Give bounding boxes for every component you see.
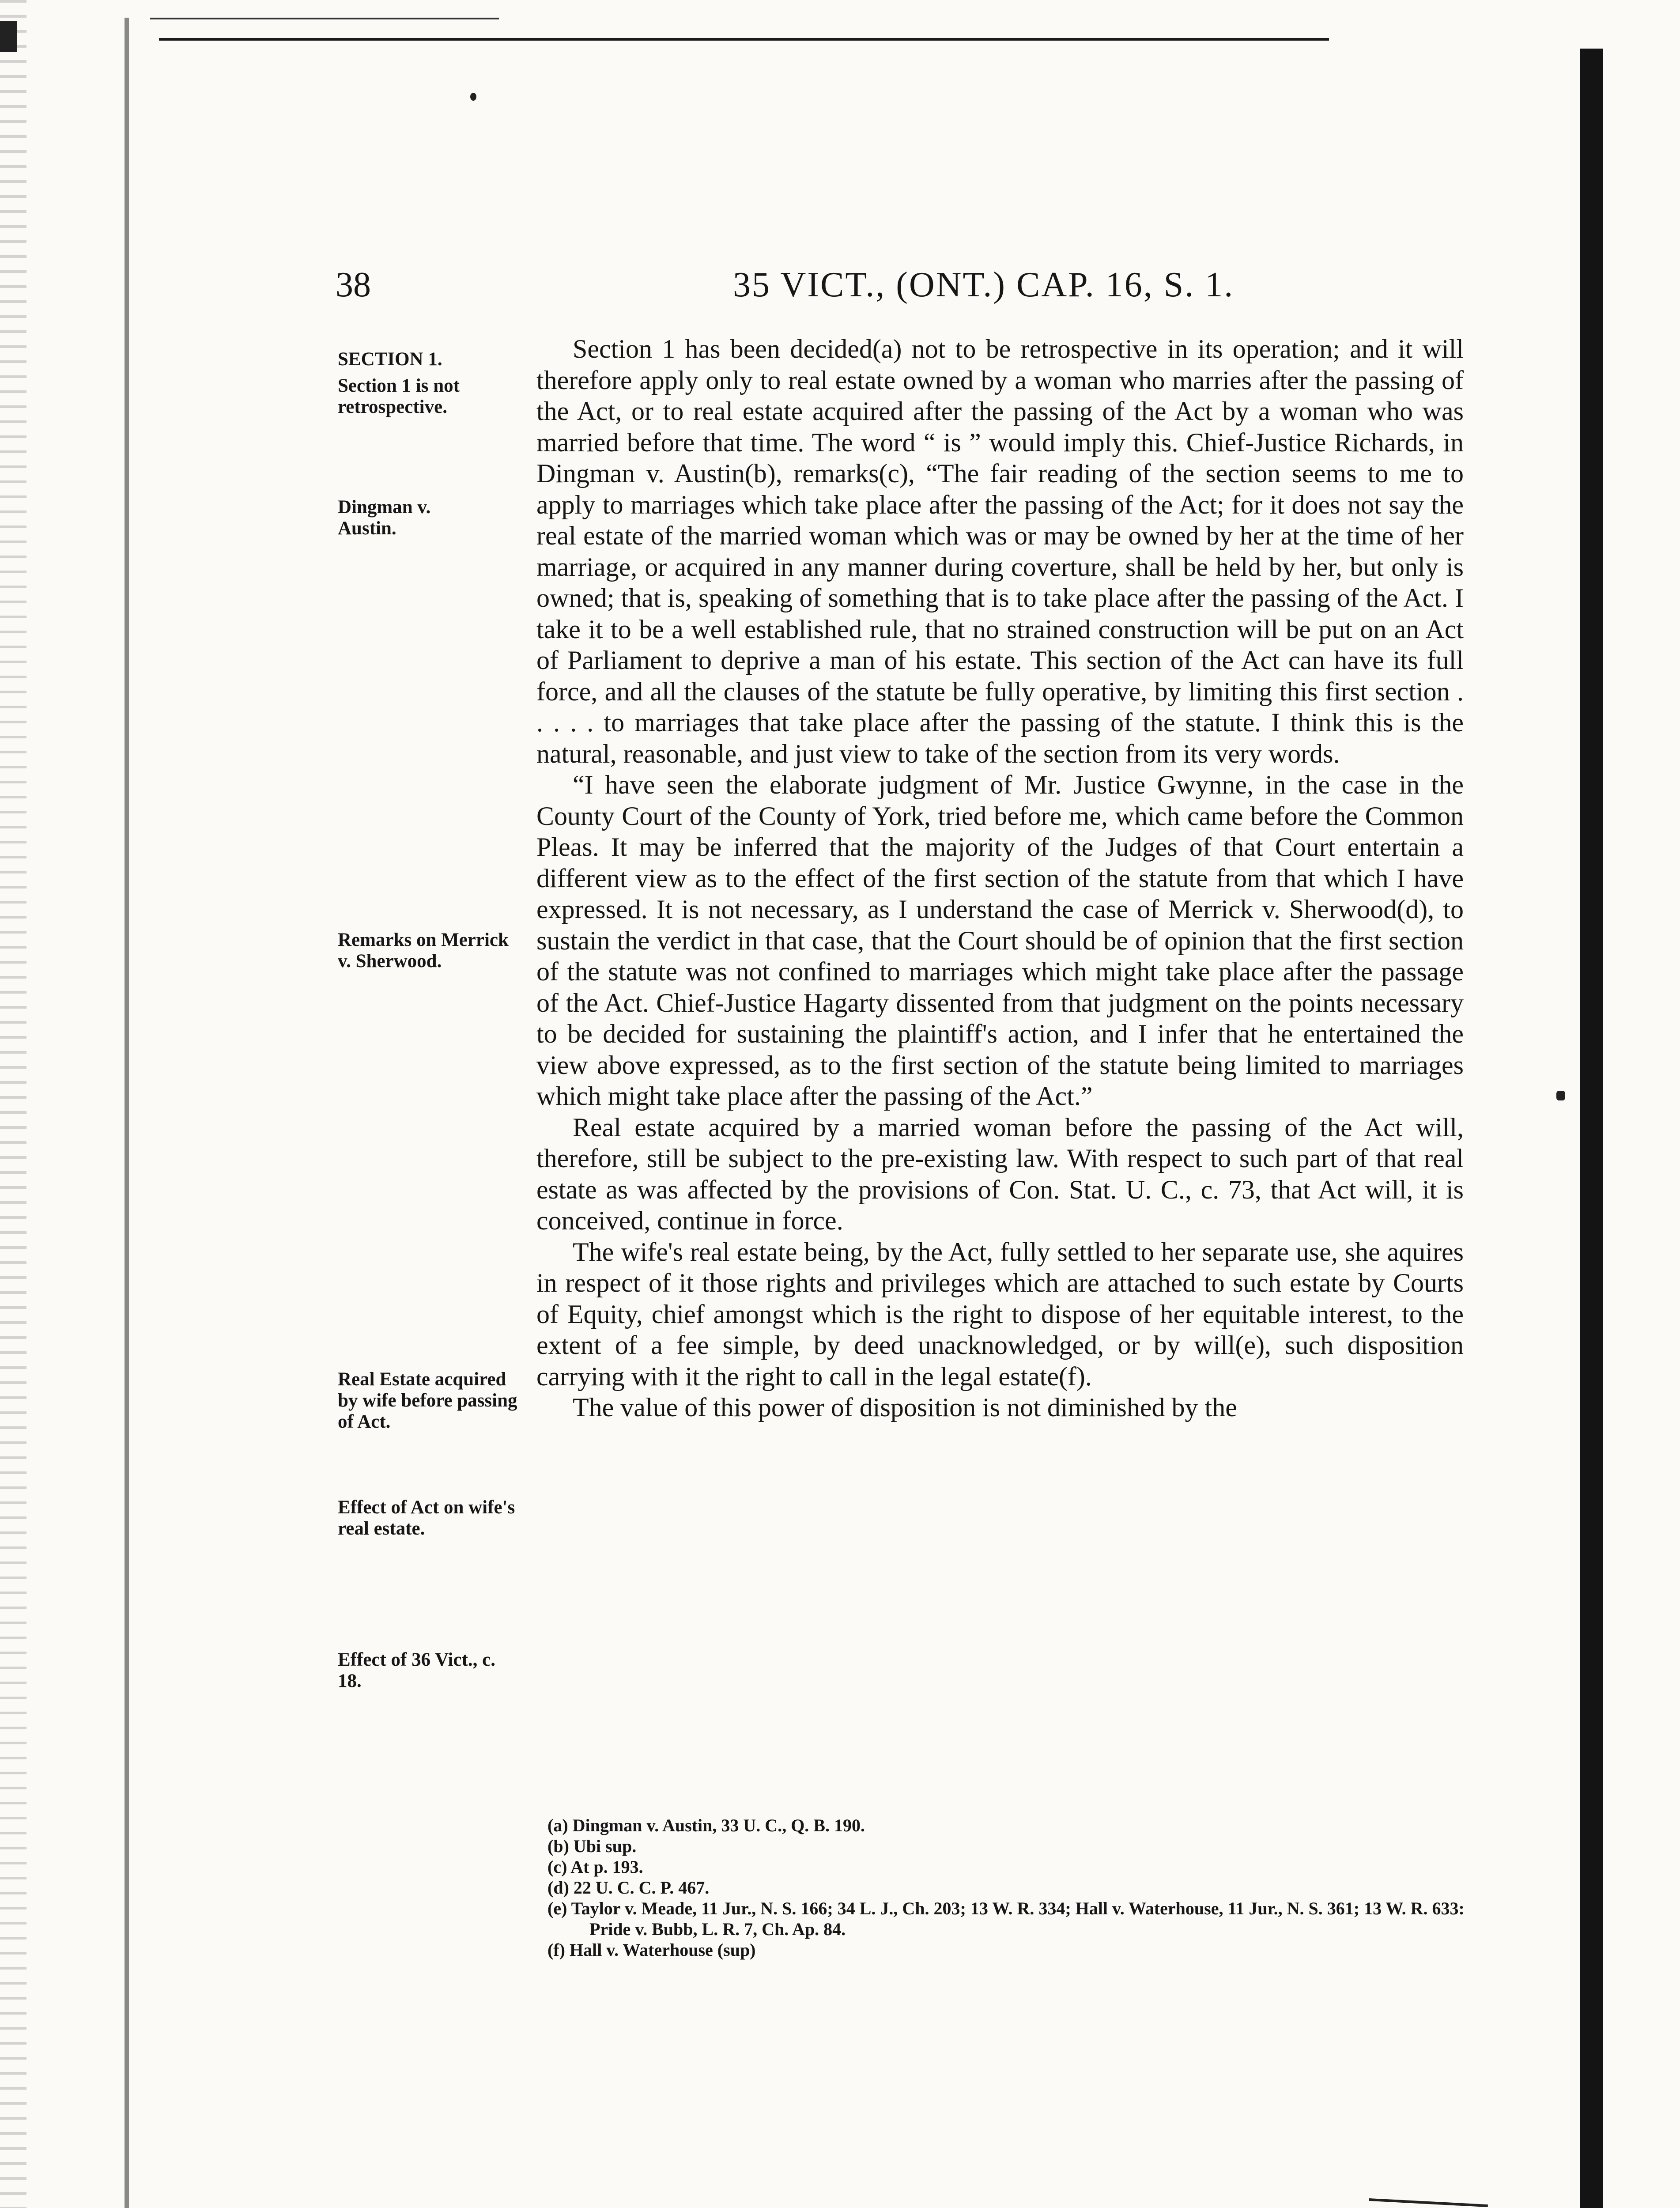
scan-speck xyxy=(1556,1091,1565,1100)
body-text xyxy=(536,333,1464,1423)
scan-top-rule xyxy=(159,38,1329,41)
footnote: (f) Hall v. Waterhouse (sup) xyxy=(547,1940,756,1960)
page-header xyxy=(336,265,1439,314)
margin-note-real-estate: Real Estate acquired by wife before passing of Act. xyxy=(338,1369,517,1432)
footnote: (a) Dingman v. Austin, 33 U. C., Q. B. 190. xyxy=(547,1815,865,1835)
page-number: 38 xyxy=(336,265,371,304)
running-head: 35 VICT., (ONT.) CAP. 16, S. 1. xyxy=(733,265,1235,304)
footnotes xyxy=(547,1815,1475,1960)
scan-left-border xyxy=(125,18,129,2208)
margin-note-36-vict: Effect of 36 Vict., c. 18. xyxy=(338,1649,495,1691)
scan-right-border xyxy=(1580,49,1603,2208)
scan-noise xyxy=(0,0,26,2208)
margin-note-effect-act: Effect of Act on wife's real estate. xyxy=(338,1497,515,1539)
footnote: (e) Taylor v. Meade, 11 Jur., N. S. 166; 34 L. J., Ch. 203; 13 W. R. 334; Hall v. Waterhouse, 11 Jur., N. S. 361; 13 W. R. 633: Pride v. Bubb, L. R. 7, Ch. Ap. 84. xyxy=(547,1898,1465,1939)
margin-note-section: SECTION 1. xyxy=(338,349,442,370)
margin-note-merrick: Remarks on Merrick v. Sherwood. xyxy=(338,930,509,972)
scan-edge-mark xyxy=(0,21,17,52)
paragraph: Real estate acquired by a married woman before the passing of the Act will, therefore, still be subject to the pre-existing law. With respect to such part of that real estate as was affected by the provisions of Con. Stat. U. C., c. 73, that Act will, it is conceived, continue in force. xyxy=(536,1112,1464,1235)
paragraph: Section 1 has been decided(a) not to be retrospective in its operation; and it will therefore apply only to real estate owned by a woman who marries after the passing of the Act, or to real estate acquired after the passing of the Act by a woman who was married before that time. The word “ is ” would imply this. Chief-Justice Richards, in Dingman v. Austin(b), remarks(c), “The fair reading of the section seems to me to apply to marriages which take place after the passing of the Act; for it does not say the real estate of the married woman which was or may be owned by her at the time of her marriage, or acquired in any manner during coverture, shall be held by her, but only is owned; that is, speaking of something that is to take place after the passing of the Act. I take it to be a well established rule, that no strained construction will be put on an Act of Parliament to deprive a man of his estate. This section of the Act can have its full force, and all the clauses of the statute be fully operative, by limiting this first section . . . . . to marriages that take place after the passing of the statute. I think this is the natural, reasonable, and just view to take of the section from its very words. xyxy=(536,334,1464,768)
paragraph: The value of this power of disposition is not diminished by the xyxy=(573,1393,1237,1422)
footnote: (d) 22 U. C. C. P. 467. xyxy=(547,1878,710,1898)
margin-note-retrospective: Section 1 is not retrospective. xyxy=(338,375,460,417)
scan-stroke xyxy=(1369,2198,1488,2207)
margin-notes xyxy=(338,349,536,1762)
footnote: (b) Ubi sup. xyxy=(547,1836,637,1856)
scan-top-rule-short xyxy=(150,18,499,19)
margin-note-dingman: Dingman v. Austin. xyxy=(338,497,431,539)
scan-speck xyxy=(470,93,476,101)
paragraph: The wife's real estate being, by the Act, fully settled to her separate use, she aquires in respect of it those rights and privileges which are attached to such estate by Courts of Equity, chief amongst which is the right to dispose of her equitable interest, to the extent of a fee simple, by deed unacknowledged, or by will(e), such disposition carrying with it the right to call in the legal estate(f). xyxy=(536,1237,1464,1391)
footnote: (c) At p. 193. xyxy=(547,1857,643,1877)
paragraph: “I have seen the elaborate judgment of Mr. Justice Gwynne, in the case in the County Court of the County of York, tried before me, which came before the Common Pleas. It may be inferred that the majority of the Judges of that Court entertain a different view as to the effect of the first section of the statute from that which I have expressed. It is not necessary, as I understand the case of Merrick v. Sherwood(d), to sustain the verdict in that case, that the Court should be of opinion that the first section of the statute was not confined to marriages which might take place after the passage of the Act. Chief-Justice Hagarty dissented from that judgment on the points necessary to be decided for sustaining the plaintiff's action, and I infer that he entertained the view above expressed, as to the first section of the statute being limited to marriages which might take place after the passing of the Act.” xyxy=(536,770,1464,1111)
